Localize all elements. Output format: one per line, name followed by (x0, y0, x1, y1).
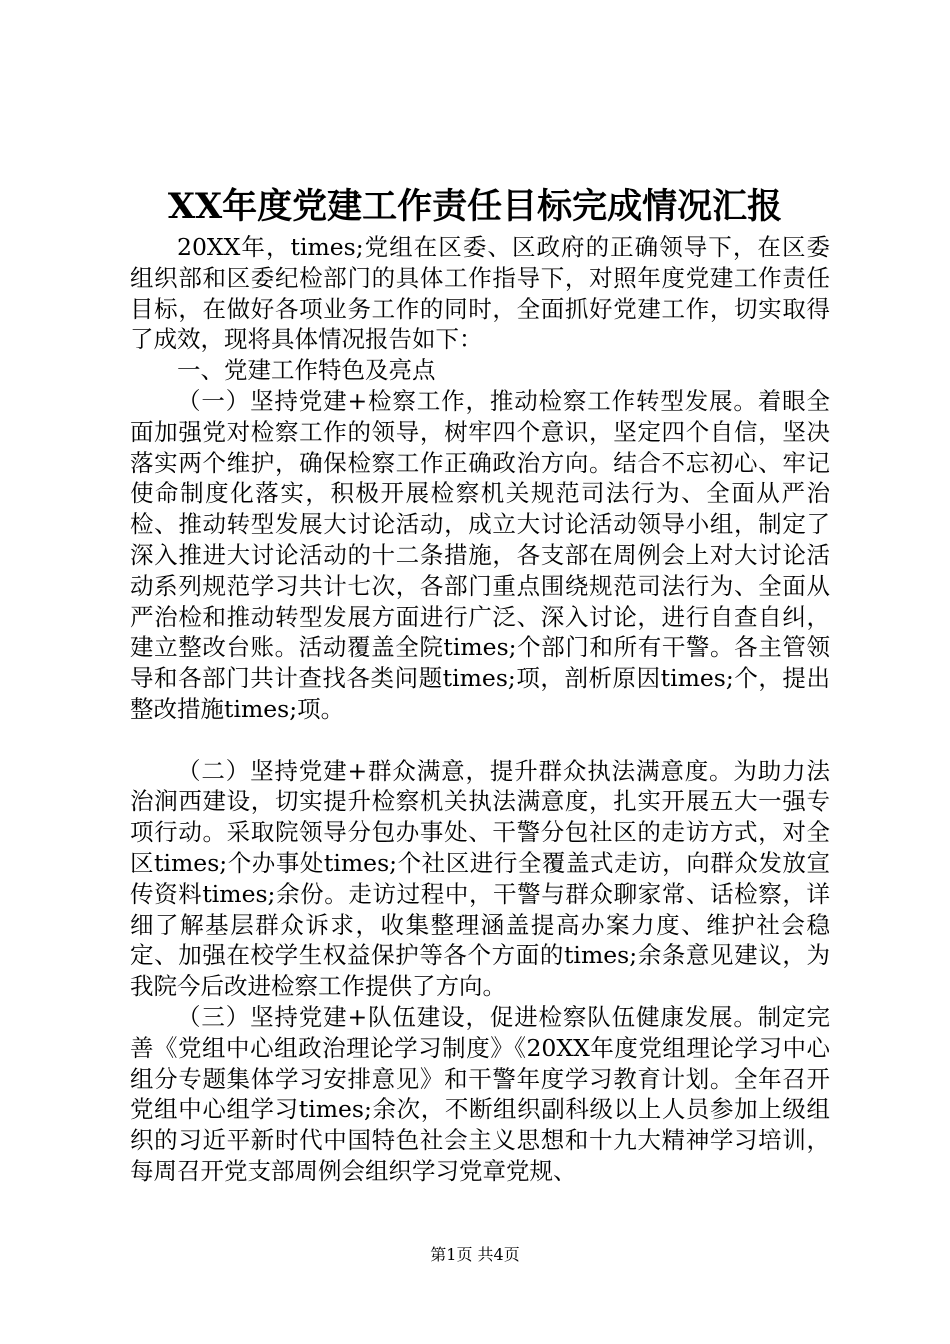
document-body (130, 232, 830, 1187)
paragraph-part-one: （一）坚持党建+检察工作，推动检察工作转型发展。着眼全面加强党对检察工作的领导，树牢四个意识，坚定四个自信，坚决落实两个维护，确保检察工作正确政治方向。结合不忘初心、牢记使命制度化落实，积极开展检察机关规范司法行为、全面从严治检、推动转型发展大讨论活动，成立大讨论活动领导小组，制定了深入推进大讨论活动的十二条措施，各支部在周例会上对大讨论活动系列规范学习共计七次，各部门重点围绕规范司法行为、全面从严治检和推动转型发展方面进行广泛、深入讨论，进行自查自纠，建立整改台账。活动覆盖全院times;个部门和所有干警。各主管领导和各部门共计查找各类问题times;项，剖析原因times;个，提出整改措施times;项。 (130, 386, 830, 723)
section-heading: 一、党建工作特色及亮点 (177, 356, 436, 385)
paragraph-spacer (130, 725, 830, 756)
intro-paragraph: 20XX年，times;党组在区委、区政府的正确领导下，在区委组织部和区委纪检部门的具体工作指导下，对照年度党建工作责任目标，在做好各项业务工作的同时，全面抓好党建工作，切实取得了成效，现将具体情况报告如下： (130, 233, 830, 354)
document-title: XX年度党建工作责任目标完成情况汇报 (167, 186, 783, 227)
page-footer: 第1页 共4页 (430, 1245, 520, 1264)
paragraph-part-three: （三）坚持党建+队伍建设，促进检察队伍健康发展。制定完善《党组中心组政治理论学习制度》《20XX年度党组理论学习中心组分专题集体学习安排意见》和干警年度学习教育计划。全年召开党组中心组学习times;余次，不断组织副科级以上人员参加上级组织的习近平新时代中国特色社会主义思想和十九大精神学习培训，每周召开党支部周例会组织学习党章党规、 (130, 1002, 830, 1185)
paragraph-part-two: （二）坚持党建+群众满意，提升群众执法满意度。为助力法治涧西建设，切实提升检察机关执法满意度，扎实开展五大一强专项行动。采取院领导分包办事处、干警分包社区的走访方式，对全区times;个办事处times;个社区进行全覆盖式走访，向群众发放宣传资料times;余份。走访过程中，干警与群众聊家常、话检察，详细了解基层群众诉求，收集整理涵盖提高办案力度、维护社会稳定、加强在校学生权益保护等各个方面的times;余条意见建议，为我院今后改进检察工作提供了方向。 (130, 756, 830, 1001)
